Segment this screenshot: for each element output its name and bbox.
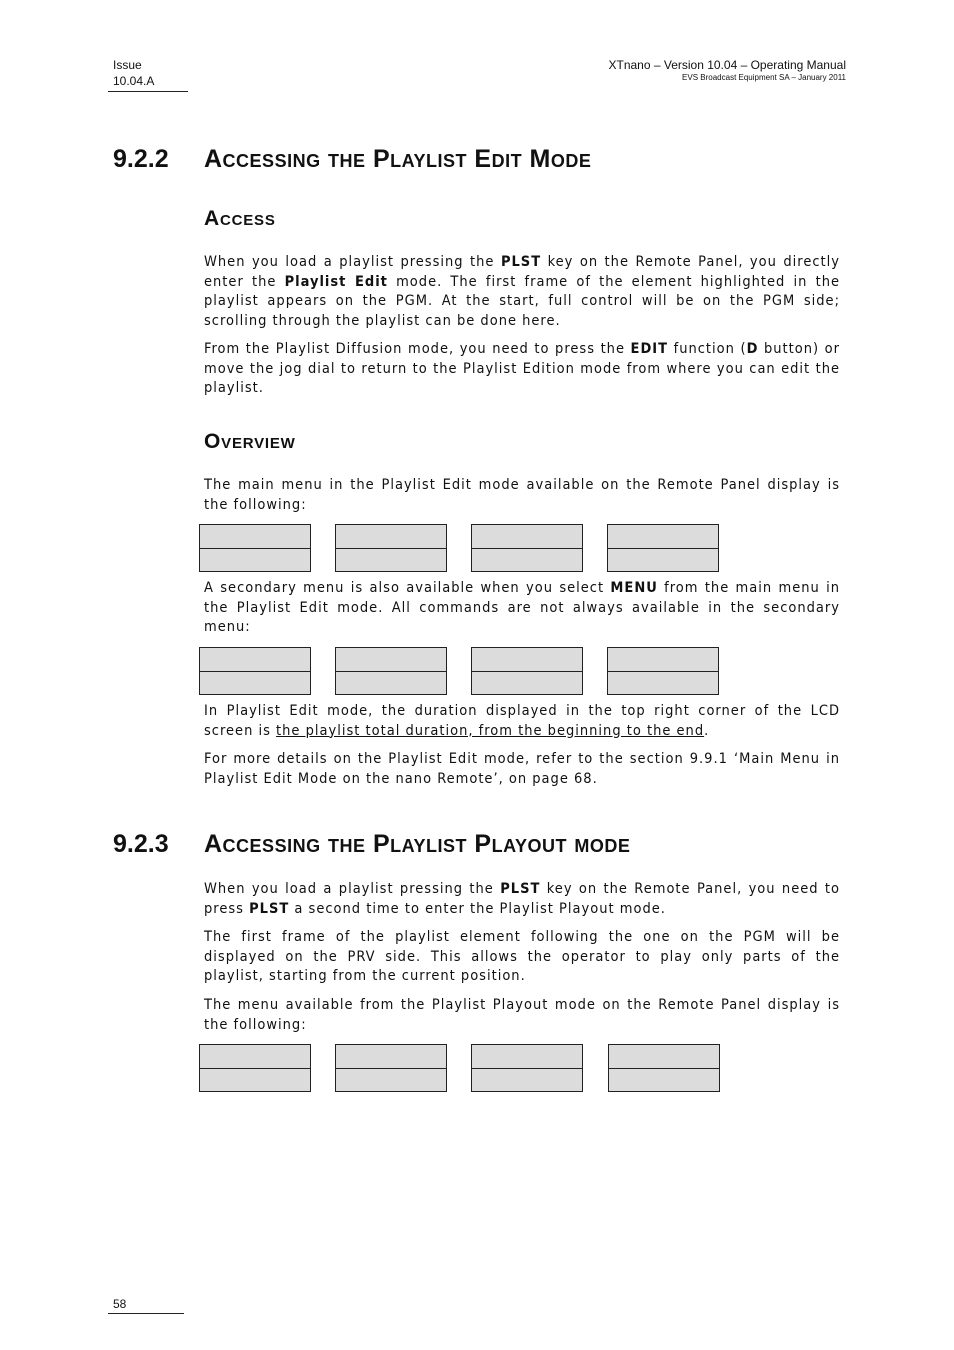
menu-key [199,647,311,695]
menu-key [471,524,583,572]
menu-key [199,524,311,572]
menu-key [607,647,719,695]
manual-info [609,57,847,83]
menu-key [335,647,447,695]
issue-number: 10.04.A [113,74,155,88]
section-title: Accessing the Playlist Edit Mode [204,145,592,173]
section-number: 9.2.2 [113,145,169,173]
section-923-heading [113,829,630,859]
overview-paragraph-1: The main menu in the Playlist Edit mode available on the Remote Panel display is the following: [204,477,840,513]
access-paragraph-2: From the Playlist Diffusion mode, you need to press the EDIT function (D button) or move the jog dial to return to the Playlist Edition mode from where you can edit the playlist. [204,341,840,396]
overview-paragraph-4: For more details on the Playlist Edit mode, refer to the section 9.9.1 ‘Main Menu in Playlist Edit Mode on the nano Remote’, on page 68. [204,751,840,787]
overview-paragraph-2: A secondary menu is also available when you select MENU from the main menu in the Playlist Edit mode. All commands are not always available in the secondary menu: [204,580,840,635]
menu-key [608,1044,720,1092]
menu-key [335,524,447,572]
menu-key [471,1044,583,1092]
manual-title: XTnano – Version 10.04 – Operating Manual [608,58,846,72]
menu-key [607,524,719,572]
company-line: EVS Broadcast Equipment SA – January 2011 [682,73,846,82]
section-922-heading [113,144,591,174]
playout-paragraph-2: The first frame of the playlist element following the one on the PGM will be displayed on the PRV side. This allows the operator to play only parts of the playlist, starting from the current position. [204,929,840,984]
menu-key [199,1044,311,1092]
overview-heading: Overview [204,430,296,453]
section-title: Accessing the Playlist Playout mode [204,830,631,858]
header-rule [108,91,188,92]
playout-paragraph-1: When you load a playlist pressing the PLST key on the Remote Panel, you need to press PLST a second time to enter the Playlist Playout mode. [204,881,840,917]
menu-key [471,647,583,695]
issue-label: Issue [113,58,142,72]
menu-key [335,1044,447,1092]
section-number: 9.2.3 [113,830,169,858]
issue-block [113,57,154,89]
overview-paragraph-3: In Playlist Edit mode, the duration displayed in the top right corner of the LCD screen is the playlist total duration, from the beginning to the end. [204,703,840,739]
access-paragraph-1: When you load a playlist pressing the PLST key on the Remote Panel, you directly enter the Playlist Edit mode. The first frame of the element highlighted in the playlist appears on the PGM. At the start, full control will be on the PGM side; scrolling through the playlist can be done here. [204,254,840,329]
footer-rule [108,1313,184,1314]
page-number: 58 [113,1297,127,1311]
playout-paragraph-3: The menu available from the Playlist Playout mode on the Remote Panel display is the following: [204,997,840,1033]
access-heading: Access [204,207,276,230]
